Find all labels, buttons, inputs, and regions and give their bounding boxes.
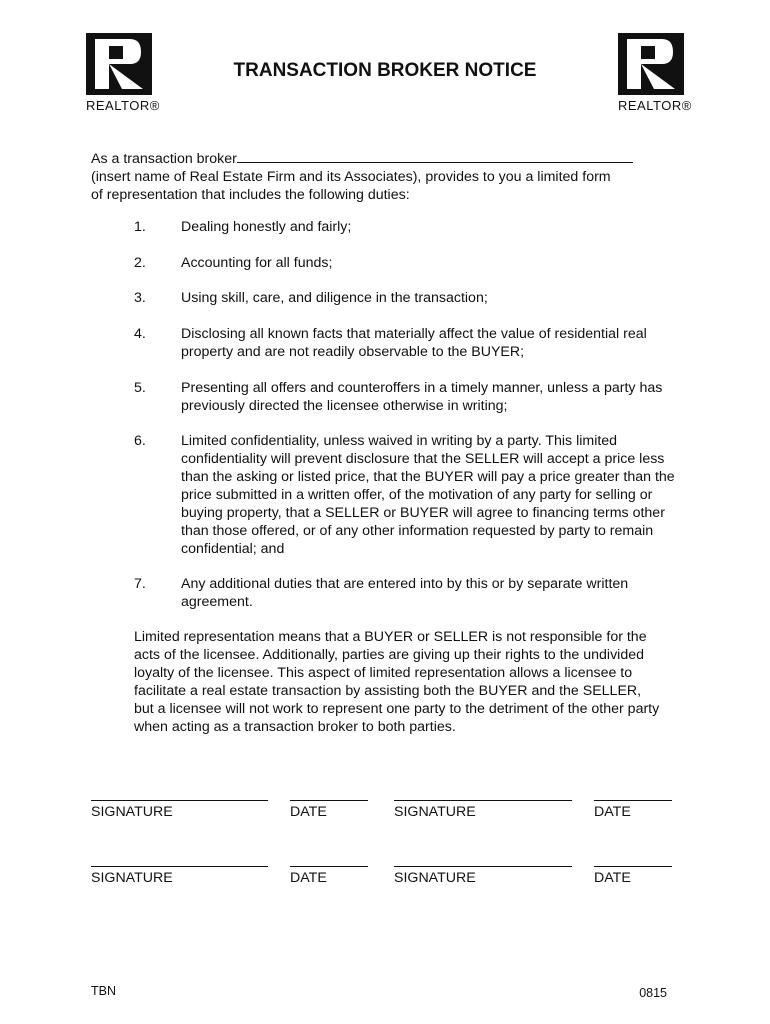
duty-number: 5. [134,380,146,396]
duty-number: 3. [134,290,146,306]
realtor-label: REALTOR® [86,98,160,113]
document-title: TRANSACTION BROKER NOTICE [233,60,537,81]
duty-text: Limited confidentiality, unless waived in writing by a party. This limited confidentiality will prevent disclosure that the SELLER will accept a price less than the asking or listed price, that the BUYER will pay a price greater than the price submitted in a written offer, of the motivation of any party for selling or buying property, that a SELLER or BUYER will agree to financing terms other than those offered, or of any other information requested by party to remain confidential; and [181,433,675,557]
signature-label: SIGNATURE [91,870,173,886]
duty-number: 1. [134,219,146,235]
date-field[interactable] [290,866,368,887]
realtor-label: REALTOR® [618,98,692,113]
duty-text: Any additional duties that are entered into by this or by separate written agreement. [181,576,629,610]
date-field[interactable] [594,800,672,821]
duty-text: Disclosing all known facts that materially affect the value of residential real property and are not readily observable to the BUYER; [181,326,647,360]
signature-field[interactable] [394,866,572,887]
date-label: DATE [594,804,631,820]
signature-field[interactable] [91,800,268,821]
duty-text: Using skill, care, and diligence in the transaction; [181,290,488,306]
signature-field[interactable] [91,866,268,887]
intro-paragraph [91,149,691,204]
duty-text: Presenting all offers and counteroffers in a timely manner, unless a party has previously directed the licensee otherwise in writing; [181,380,663,414]
duty-number: 4. [134,326,146,342]
signature-label: SIGNATURE [91,804,173,820]
duty-number: 7. [134,576,146,592]
date-label: DATE [290,870,327,886]
signature-label: SIGNATURE [394,804,476,820]
closing-paragraph: Limited representation means that a BUYER or SELLER is not responsible for the acts of the licensee. Additionally, parties are giving up their rights to the undivided loyalty of the licensee. This aspect of limited representation allows a licensee to facilitate a real estate transaction by assisting both the BUYER and the SELLER, but a licensee will not work to represent one party to the detriment of the other party when acting as a transaction broker to both parties. [134,629,660,735]
intro-line-2: (insert name of Real Estate Firm and its Associates), provides to you a limited form [91,169,611,185]
form-code: TBN [91,984,116,998]
intro-line-1: As a transaction broker [91,151,237,167]
duty-text: Dealing honestly and fairly; [181,219,352,235]
form-revision: 0815 [639,986,667,1000]
duty-text: Accounting for all funds; [181,255,333,271]
duty-number: 6. [134,433,146,449]
date-field[interactable] [290,800,368,821]
date-label: DATE [594,870,631,886]
duty-number: 2. [134,255,146,271]
date-field[interactable] [594,866,672,887]
signature-field[interactable] [394,800,572,821]
signature-label: SIGNATURE [394,870,476,886]
date-label: DATE [290,804,327,820]
intro-line-3: of representation that includes the following duties: [91,187,410,203]
broker-name-blank[interactable] [237,149,633,163]
